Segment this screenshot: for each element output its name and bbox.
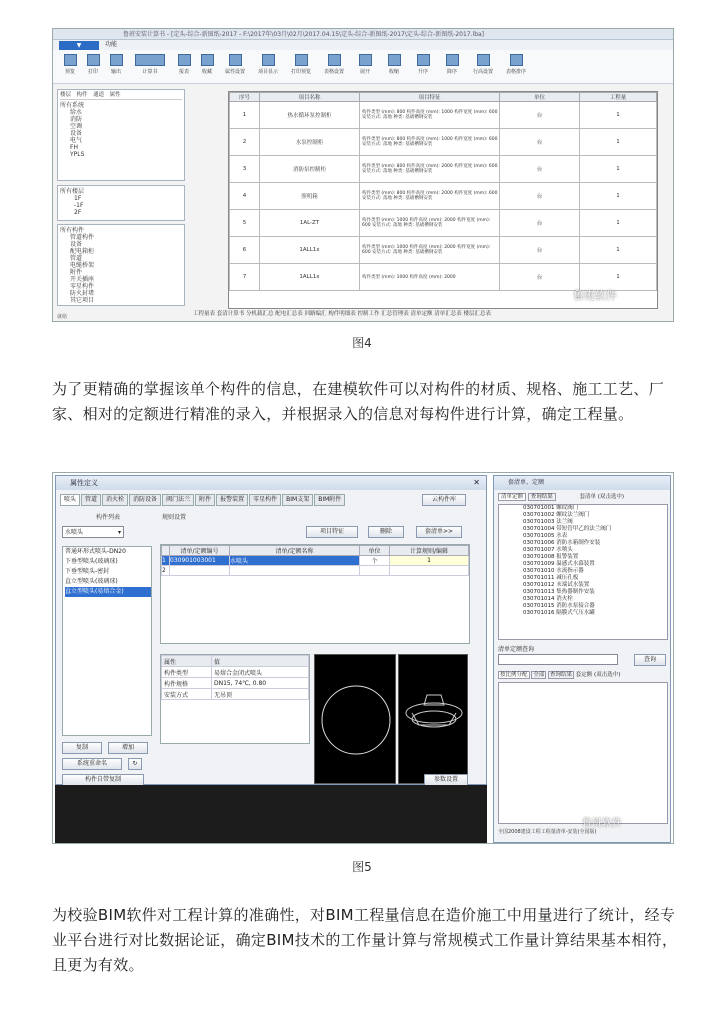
tree-item[interactable]: 030701005 水表 [523,533,568,539]
background-area [55,785,487,843]
tree-item[interactable]: 030701011 减压孔板 [523,575,579,581]
cell-unit: 台 [500,264,580,291]
cell-feature: 构件类型 (mm): 800 构件高度 (mm): 1000 构件宽度 (mm): 600 安装方式: 落地 种类: 基础槽钢安装 [360,102,500,129]
tree-item[interactable]: 030701016 隔膜式气压水罐 [523,610,595,616]
3d-view-preview [398,654,468,784]
rule-label: 规则设置 [162,514,187,521]
quantity-table [228,91,658,309]
ribbon-button[interactable]: 行高设置 [469,54,497,80]
calc-icon [135,54,165,66]
tab[interactable]: 查询结果 [550,672,573,678]
table-row[interactable] [230,210,657,237]
figure-5-screenshot [52,472,674,844]
ribbon-button[interactable]: 项目显示 [254,54,282,80]
system-tree[interactable] [57,89,185,181]
tree-item[interactable]: 030701003 法兰阀 [523,519,573,525]
query-label: 清单定额查询 [498,646,535,653]
table-row[interactable] [230,129,657,156]
cell-no: 7 [230,264,260,291]
cell-feature: 构件类型 (mm): 800 构件高度 (mm): 2000 构件宽度 (mm): 600 安装方式: 落地 种类: 基础槽钢安装 [360,183,500,210]
col-header[interactable]: 清单/定额名称 [230,546,360,556]
ribbon-button[interactable]: 降序 [440,54,464,80]
ribbon-tab-function[interactable]: 功能 [105,41,118,48]
cell-no: 3 [230,156,260,183]
cell-unit: 台 [500,210,580,237]
cell-feature: 构件类型 (mm): 1000 构件高度 (mm): 2000 构件宽度 (mm): 600 安装方式: 落地 种类: 基础槽钢安装 [360,237,500,264]
chevron-down-icon: ▾ [117,529,121,536]
figure-caption: 图4 [352,336,372,350]
tree-item[interactable]: 设备 [70,130,83,137]
col-header[interactable]: 清单/定额编号 [170,546,230,556]
cell-name: 消防泵控制柜 [260,156,360,183]
table-settings-icon [328,54,341,66]
tree-item[interactable]: 所有系统 [60,102,85,109]
tree-item[interactable]: 030701015 消防水泵接合器 [523,603,595,609]
figure-caption: 图5 [352,860,372,874]
cloud-library-button[interactable]: 云构件库 [422,494,466,506]
table-row[interactable]: 2 [162,566,469,576]
copy-button[interactable]: 复制 [62,742,102,754]
tree-item[interactable]: 零星构件 [70,283,95,290]
table-row[interactable]: 1 030901003001 水喷头 个 1 [162,556,469,566]
tree-item[interactable]: 030701012 末端试水装置 [523,582,590,588]
list-item[interactable]: 普通环形式喷头-DN20 [65,548,126,555]
cell-no: 6 [230,237,260,264]
table-row[interactable] [230,156,657,183]
floor-tree[interactable] [57,185,185,221]
export-icon [110,54,123,66]
ribbon-tabs [53,40,673,50]
tree-item[interactable]: 电气 [70,137,83,144]
dialog-titlebar [56,476,486,490]
table-row[interactable] [230,237,657,264]
tree-item[interactable]: 所有楼层 [60,188,85,195]
query-input[interactable] [498,654,618,665]
tree-item[interactable]: 030701008 报警装置 [523,554,579,560]
tree-item[interactable]: 030701010 水流指示器 [523,568,584,574]
tree-item[interactable]: FH [70,144,78,151]
add-button[interactable]: 增加 [108,742,148,754]
cell-unit: 台 [500,156,580,183]
ribbon-button[interactable]: 升序 [411,54,435,80]
ribbon-button[interactable]: 打印 [84,54,102,80]
cell-qty: 1 [580,129,657,156]
ribbon-button[interactable]: 打印预览 [287,54,315,80]
assign-list-button[interactable]: 套清单>> [416,526,462,538]
refresh-icon[interactable]: ↻ [128,758,142,770]
tab[interactable]: 按比例分配 [500,672,528,678]
tree-item[interactable]: 消防 [70,116,83,123]
table-row[interactable]: 构件类型 易熔合金闭式喷头 [162,667,309,678]
col-header[interactable]: 项目名称 [260,93,360,102]
tab[interactable]: 消火栓 [102,494,128,506]
tree-item[interactable]: 030701007 水喷头 [523,547,573,553]
ribbon-button[interactable]: 属性设置 [221,54,249,80]
tree-item[interactable]: 2F [74,209,82,216]
plan-view-preview [314,654,396,784]
result-tabs [498,670,620,678]
sprinkler-3d-icon [399,655,469,785]
ribbon-button[interactable]: 输出 [107,54,125,80]
delete-button[interactable]: 删除 [368,526,404,538]
tree-item[interactable]: -1F [74,202,84,209]
cell-feature: 构件类型 (mm): 800 构件高度 (mm): 1000 构件宽度 (mm): 600 安装方式: 落地 种类: 基础槽钢安装 [360,129,500,156]
circle-plan-icon [315,655,397,785]
ribbon-button[interactable]: 预览 [61,54,79,80]
tree-item[interactable]: 030701001 螺纹阀门 [523,505,579,511]
col-header[interactable]: 计算规则/编辑 [390,546,469,556]
cell-feature: 构件类型 (mm): 800 构件高度 (mm): 2000 构件宽度 (mm): 600 安装方式: 落地 种类: 基础槽钢安装 [360,156,500,183]
tree-item[interactable]: 030701014 消火栓 [523,596,573,602]
tab[interactable]: 消防设备 [129,494,161,506]
tab[interactable]: 喷头 [60,494,80,506]
tab[interactable]: BIM附件 [314,494,345,506]
preview-icon [64,54,77,66]
cell-name: 水泵控制柜 [260,129,360,156]
list-item-selected[interactable]: 直立型喷头(易熔合金) [65,587,151,597]
tree-item[interactable]: 电缆桥架 [70,262,95,269]
tree-item[interactable]: 空调 [70,123,83,130]
tab[interactable]: 全部 [533,672,545,678]
tree-item[interactable]: 设备 [70,241,83,248]
cell-unit: 台 [500,129,580,156]
tab[interactable]: 查询结果 [528,493,556,501]
print-icon [87,54,100,66]
close-icon[interactable]: ✕ [473,478,480,487]
tree-item[interactable]: 管道 [70,255,83,262]
ribbon-button[interactable]: 收缩 [382,54,406,80]
display-icon [262,54,275,66]
ribbon-button[interactable]: 展开 [353,54,377,80]
tab[interactable]: 零星构件 [249,494,281,506]
cell-qty: 1 [580,237,657,264]
watermark-text: 鲁班软件 [582,818,622,829]
component-list[interactable] [62,546,152,736]
tab[interactable]: 套定额 (双击选中) [575,672,621,678]
type-tree[interactable] [57,224,185,306]
ribbon-button[interactable]: 收藏 [198,54,216,80]
col-header[interactable]: 项目特征 [360,93,500,102]
ribbon-button[interactable]: 表格排序 [502,54,530,80]
report-icon [178,54,191,66]
tree-item[interactable]: 配电箱柜 [70,248,95,255]
col-header[interactable]: 单位 [500,93,580,102]
tree-tabs: 楼层 构件 通道 属性 [60,92,182,100]
window-title: 鲁班安装计算书 - [定头-综合-新图纸-2017 - F:\2017年\03月\02月\2017.04.15\定头-综合-新图纸-2017\定头-综合-新图纸-2017.lba] [123,31,485,38]
row-height-icon [477,54,490,66]
collapse-icon [388,54,401,66]
paragraph: 为校验BIM软件对工程计算的准确性，对BIM工程量信息在造价施工中用量进行了统计，经专业平台进行对比数据论证，确定BIM技术的工作量计算与常规模式工作量计算结果基本相符，且更为有效。 [52,906,678,974]
tree-item[interactable]: YPLS [70,151,85,158]
tree-item[interactable]: 其它项目 [70,297,95,304]
tree-item[interactable]: 030701009 温感式水幕装置 [523,561,595,567]
col-header[interactable]: 工程量 [580,93,657,102]
cell-qty: 1 [580,264,657,291]
cell-no: 5 [230,210,260,237]
tree-item[interactable]: 030701013 集热器制作安装 [523,589,595,595]
print-preview-icon [295,54,308,66]
list-item[interactable]: 下垂型喷头(玻璃球) [65,558,118,565]
tree-item[interactable]: 1F [74,195,82,202]
cell-qty: 1 [580,156,657,183]
col-header[interactable]: 单位 [360,546,390,556]
favorite-icon [201,54,214,66]
cell-no: 4 [230,183,260,210]
system-rename-button[interactable]: 系统重命名 [62,758,122,770]
tab[interactable]: 报警装置 [216,494,248,506]
cell-unit: 台 [500,237,580,264]
sort-desc-icon [446,54,459,66]
header-hint: 套清单 (双击选中) [579,494,625,500]
cell-name: 1ALL1x [260,237,360,264]
cell-feature: 构件类型 (mm): 1000 构件高度 (mm): 2000 构件宽度 (mm): 600 安装方式: 落地 种类: 基础槽钢安装 [360,210,500,237]
cell-name: 1ALL1x [260,264,360,291]
table-row[interactable] [230,102,657,129]
type-select[interactable]: 水喷头 ▾ [62,526,124,538]
status-bar: 就绪 [57,314,68,320]
cell-qty: 1 [580,210,657,237]
cell-name: 热水循环泵控制柜 [260,102,360,129]
list-item[interactable]: 下垂型喷头-密封 [65,568,110,575]
panel-tabs [498,492,624,500]
tree-item[interactable]: 给水 [70,109,83,116]
cell-name: 1AL-ZT [260,210,360,237]
panel-titlebar: 套清单、定额 [494,476,670,490]
list-grid [160,544,470,644]
expand-icon [359,54,372,66]
tab[interactable]: 清单定额 [498,493,526,501]
window-titlebar [53,29,673,40]
code-tree[interactable] [498,504,668,640]
list-item[interactable]: 直立型喷头(玻璃球) [65,578,118,585]
watermark-text: 鲁班软件 [573,289,617,302]
table-row[interactable]: 安装方式 无吊顶 [162,689,309,700]
cell-unit: 台 [500,183,580,210]
col-header[interactable]: 序号 [230,93,260,102]
cell-no: 2 [230,129,260,156]
cell-qty: 1 [580,102,657,129]
ribbon-toolbar [53,50,673,84]
property-dialog [55,475,487,785]
tree-item[interactable]: 开关插座 [70,276,95,283]
tree-item[interactable]: 防火封堵 [70,290,95,297]
ribbon-button[interactable]: 表格设置 [320,54,348,80]
attr-icon [229,54,242,66]
ribbon-button[interactable]: 计算书 [130,54,170,80]
tree-item[interactable]: 030701006 消防水箱制作安装 [523,540,601,546]
status-footer: 全国2008建设工程工程量清单-安装(全国版) [498,829,597,835]
tree-item[interactable]: 030701004 带短管甲乙的法兰阀门 [523,526,612,532]
dialog-title: 属性定义 [70,479,98,487]
file-tab[interactable]: ▼ [59,41,99,50]
list-panel [493,475,671,843]
param-settings-button[interactable]: 参数设置 [424,774,468,786]
cell-feature: 构件类型 (mm): 1000 构件高度 (mm): 2000 [360,264,500,291]
tab[interactable]: BIM支架 [282,494,313,506]
tree-item[interactable]: 所有构件 [60,227,85,234]
item-feature-button[interactable]: 项目特征 [306,526,358,538]
list-label: 构件列表 [96,514,121,521]
report-tabs[interactable]: 工程量表 套清计算书 分机载汇总 配电汇总表 回路编汇 构件明细表 控制工作 汇总管理表 清单定额 清单汇总表 楼层汇总表 [193,311,491,317]
tab[interactable]: 阀门法兰 [162,494,194,506]
table-sort-icon [510,54,523,66]
result-list[interactable] [498,682,668,824]
category-tabs [60,494,346,504]
cell-no: 1 [230,102,260,129]
cell-unit: 台 [500,102,580,129]
ribbon-button[interactable]: 报表 [175,54,193,80]
copy-component-button[interactable]: 构件自带复制 [62,774,144,786]
paragraph: 为了更精确的掌握该单个构件的信息，在建模软件可以对构件的材质、规格、施工工艺、厂家、相对的定额进行精准的录入，并根据录入的信息对每构件进行计算，确定工程量。 [52,380,665,423]
tab[interactable]: 附件 [195,494,215,506]
sort-asc-icon [417,54,430,66]
tree-item[interactable]: 附件 [70,269,83,276]
cell-qty: 1 [580,183,657,210]
tree-item[interactable]: 管道构件 [70,234,95,241]
table-row[interactable] [230,183,657,210]
tab[interactable]: 管道 [81,494,101,506]
figure-4-screenshot [52,28,674,322]
tree-item[interactable]: 030701002 螺纹法兰阀门 [523,512,590,518]
cell-name: 照明箱 [260,183,360,210]
table-row[interactable]: 构件规格 DN15, 74℃, 0.80 [162,678,309,689]
query-button[interactable]: 查询 [634,654,666,666]
property-table: 属性 值 构件类型 易熔合金闭式喷头 构件规格 DN15, 74℃, 0.80 安装方式 无吊顶 [160,654,310,744]
